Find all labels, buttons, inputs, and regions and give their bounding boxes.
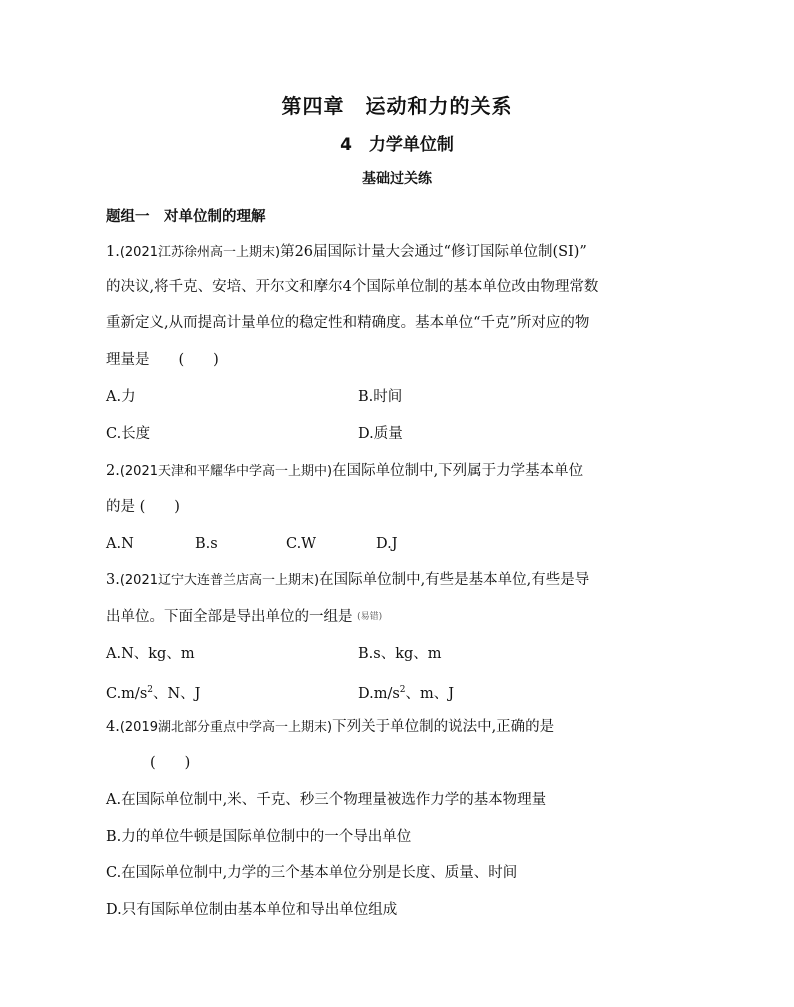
q2-line1 bbox=[106, 461, 583, 482]
q2-option-b: B.s bbox=[195, 536, 218, 552]
q3-option-d-pre: D.m/s bbox=[358, 685, 400, 702]
q3-line2-text: 出单位。下面全部是导出单位的一组是 bbox=[106, 609, 358, 625]
q1-line2: 的决议,将千克、安培、开尔文和摩尔4个国际单位制的基本单位改由物理常数 bbox=[106, 279, 599, 295]
q1-line3: 重新定义,从而提高计量单位的稳定性和精确度。基本单位“千克”所对应的物 bbox=[106, 315, 590, 331]
group-heading: 题组一 对单位制的理解 bbox=[106, 209, 266, 225]
q3-option-c-pre: C.m/s bbox=[106, 685, 148, 702]
q2-text: 在国际单位制中,下列属于力学基本单位 bbox=[332, 463, 584, 479]
q4-line1 bbox=[106, 717, 554, 738]
q2-option-a: A.N bbox=[106, 536, 134, 552]
q1-line4: 理量是 ( ) bbox=[106, 352, 219, 368]
q3-option-c-sup: 2 bbox=[147, 685, 153, 695]
q3-option-d-post: 、m、J bbox=[405, 685, 455, 702]
q3-line1 bbox=[106, 570, 589, 591]
q3-tag: (易错) bbox=[357, 612, 383, 622]
chapter-title: 第四章 运动和力的关系 bbox=[281, 94, 513, 118]
q4-option-d: D.只有国际单位制由基本单位和导出单位组成 bbox=[106, 902, 398, 918]
q2-option-c: C.W bbox=[286, 536, 317, 552]
q1-line1 bbox=[106, 242, 587, 263]
q2-number: 2. bbox=[106, 463, 120, 479]
q1-source: (2021江苏徐州高一上期末) bbox=[119, 245, 281, 260]
q4-line2: ( ) bbox=[150, 755, 191, 771]
q4-option-a: A.在国际单位制中,米、千克、秒三个物理量被选作力学的基本物理量 bbox=[106, 792, 547, 808]
q3-source: (2021辽宁大连普兰店高一上期末) bbox=[119, 573, 320, 588]
lesson-title: 4 力学单位制 bbox=[340, 135, 454, 155]
q3-number: 3. bbox=[106, 572, 120, 588]
q4-text: 下列关于单位制的说法中,正确的是 bbox=[332, 719, 555, 735]
q1-option-c: C.长度 bbox=[106, 426, 151, 442]
q1-text: 第26届国际计量大会通过“修订国际单位制(SI)” bbox=[280, 244, 587, 260]
q1-option-b: B.时间 bbox=[358, 389, 403, 405]
q3-line2 bbox=[106, 607, 382, 627]
q3-option-c-post: 、N、J bbox=[153, 685, 201, 702]
q1-number: 1. bbox=[106, 244, 120, 260]
q3-option-b: B.s、kg、m bbox=[358, 646, 442, 662]
section-title: 基础过关练 bbox=[362, 171, 432, 187]
q1-option-d: D.质量 bbox=[358, 426, 403, 442]
q3-option-c bbox=[106, 680, 201, 704]
q4-source: (2019湖北部分重点中学高一上期末) bbox=[119, 720, 333, 735]
q1-option-a: A.力 bbox=[106, 389, 136, 405]
q4-option-c: C.在国际单位制中,力学的三个基本单位分别是长度、质量、时间 bbox=[106, 865, 518, 881]
q3-text: 在国际单位制中,有些是基本单位,有些是导 bbox=[319, 572, 590, 588]
q2-option-d: D.J bbox=[376, 536, 398, 552]
q4-number: 4. bbox=[106, 719, 120, 735]
q2-line2: 的是 ( ) bbox=[106, 499, 180, 515]
q4-option-b: B.力的单位牛顿是国际单位制中的一个导出单位 bbox=[106, 829, 412, 845]
q3-option-a: A.N、kg、m bbox=[106, 646, 195, 662]
q3-option-d bbox=[358, 680, 454, 704]
q3-option-d-sup: 2 bbox=[399, 685, 406, 695]
q2-source: (2021天津和平耀华中学高一上期中) bbox=[119, 464, 333, 479]
